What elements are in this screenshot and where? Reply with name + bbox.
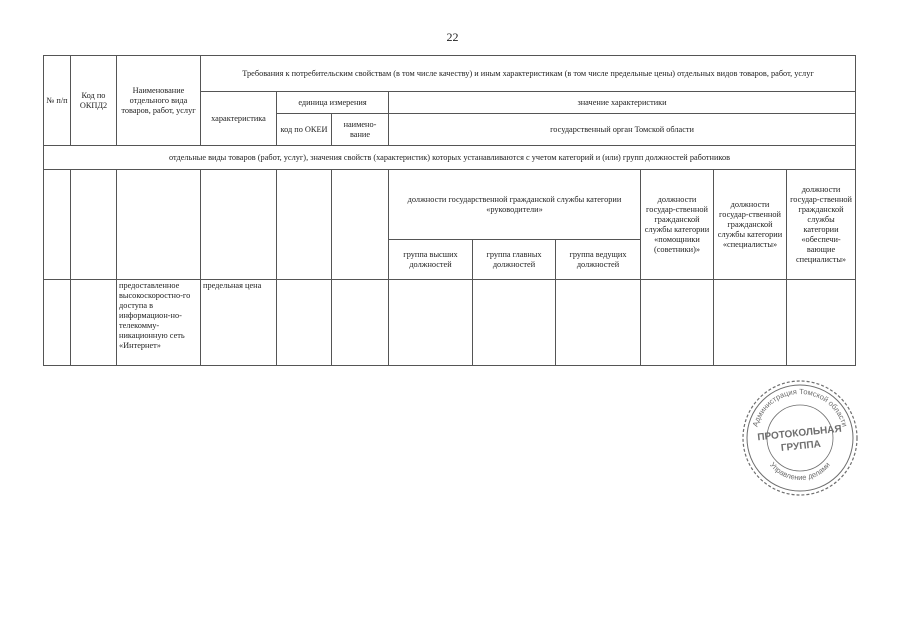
requirements-table xyxy=(43,55,856,366)
stamp-center-line2: ГРУППА xyxy=(780,438,822,455)
header-value: значение характеристики xyxy=(389,92,856,114)
stamp-ring-text-bottom: Управление делами xyxy=(768,460,832,483)
stamp-center-line1: ПРОТОКОЛЬНАЯ xyxy=(756,423,843,444)
round-stamp xyxy=(740,378,860,498)
page-number: 22 xyxy=(446,30,459,44)
data-characteristic-cell: предельная цена xyxy=(201,280,277,366)
data-cell xyxy=(641,280,714,366)
positions-support: должности государ-ственной гражданской службы категории «обеспечи-вающие специалисты» xyxy=(787,170,856,280)
header-num: № п/п xyxy=(44,56,71,146)
data-name-cell: предоставленное высокоскоростно-го доступа в информацион-но-телекомму-никационную сеть «Интернет» xyxy=(117,280,201,366)
header-requirements: Требования к потребительским свойствам (в том числе качеству) и иным характеристикам (в том числе предельные цены) отдельных видов товаров, работ, услуг xyxy=(201,56,856,92)
data-cell xyxy=(71,280,117,366)
section-row: отдельные виды товаров (работ, услуг), значения свойств (характеристик) которых устанавливаются с учетом категорий и (или) групп должностей работников xyxy=(44,146,856,170)
positions-specialists: должности государ-ственной гражданской службы категории «специалисты» xyxy=(714,170,787,280)
stamp-ring-text: Администрация Томской области xyxy=(750,386,850,428)
empty-cell xyxy=(44,170,71,280)
data-cell xyxy=(714,280,787,366)
group-main: группа главных должностей xyxy=(473,240,556,280)
data-cell xyxy=(277,280,332,366)
data-cell xyxy=(44,280,71,366)
empty-cell xyxy=(277,170,332,280)
empty-cell xyxy=(332,170,389,280)
data-cell xyxy=(787,280,856,366)
header-okei-code: код по ОКЕИ xyxy=(277,114,332,146)
empty-cell xyxy=(117,170,201,280)
data-cell xyxy=(389,280,473,366)
header-characteristic: характеристика xyxy=(201,92,277,146)
header-unit-name: наимено-вание xyxy=(332,114,389,146)
header-okpd: Код по ОКПД2 xyxy=(71,56,117,146)
header-state-body: государственный орган Томской области xyxy=(389,114,856,146)
group-leading: группа ведущих должностей xyxy=(556,240,641,280)
positions-leaders: должности государственной гражданской службы категории «руководители» xyxy=(389,170,641,240)
empty-cell xyxy=(201,170,277,280)
data-cell xyxy=(556,280,641,366)
positions-assistants: должности государ-ственной гражданской службы категории «помощники (советники)» xyxy=(641,170,714,280)
group-higher: группа высших должностей xyxy=(389,240,473,280)
data-cell xyxy=(473,280,556,366)
data-cell xyxy=(332,280,389,366)
header-unit: единица измерения xyxy=(277,92,389,114)
header-name: Наименование отдельного вида товаров, работ, услуг xyxy=(117,56,201,146)
empty-cell xyxy=(71,170,117,280)
